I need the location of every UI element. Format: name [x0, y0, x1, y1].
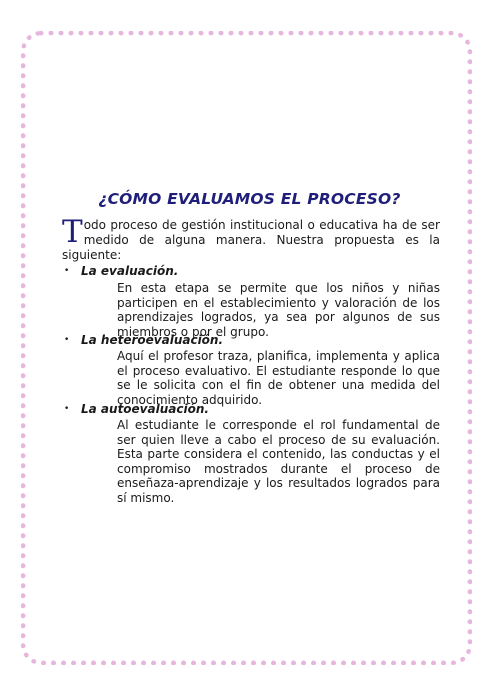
section-body-autoevaluacion: Al estudiante le corresponde el rol fundamental de ser quien lleve a cabo el proceso de su evaluación. Esta parte considera el contenido, las conductas y el compromiso mostrados durante el proceso de enseñaza-aprendizaje y los resultados logrados para sí mismo.: [117, 418, 440, 505]
drop-cap: T: [62, 214, 83, 250]
section-heading-heteroevaluacion: [64, 333, 223, 347]
bullet: •: [64, 335, 70, 345]
intro-text: odo proceso de gestión institucional o educativa ha de ser medido de alguna manera. Nuestra propuesta es la siguiente:: [62, 218, 440, 262]
section-heading-text: La heteroevaluación.: [81, 333, 224, 347]
section-heading-autoevaluacion: [64, 402, 209, 416]
section-heading-text: La evaluación.: [81, 264, 179, 278]
section-body-evaluacion: En esta etapa se permite que los niños y niñas participen en el establecimiento y valoración de los aprendizajes logrados, ya sea por algunos de sus miembros o por el grupo.: [117, 281, 440, 339]
section-body-heteroevaluacion: Aquí el profesor traza, planifica, implementa y aplica el proceso evaluativo. El estudiante responde lo que se le solicita con el fin de obtener una medida del conocimiento adquirido.: [117, 349, 440, 407]
bullet: •: [64, 266, 70, 276]
dotted-page-border: [21, 31, 472, 665]
bullet: •: [64, 404, 70, 414]
section-heading-text: La autoevaluación.: [81, 402, 209, 416]
section-heading-evaluacion: [64, 264, 178, 278]
page-title: ¿CÓMO EVALUAMOS EL PROCESO?: [98, 190, 401, 208]
intro-paragraph: [62, 214, 440, 263]
